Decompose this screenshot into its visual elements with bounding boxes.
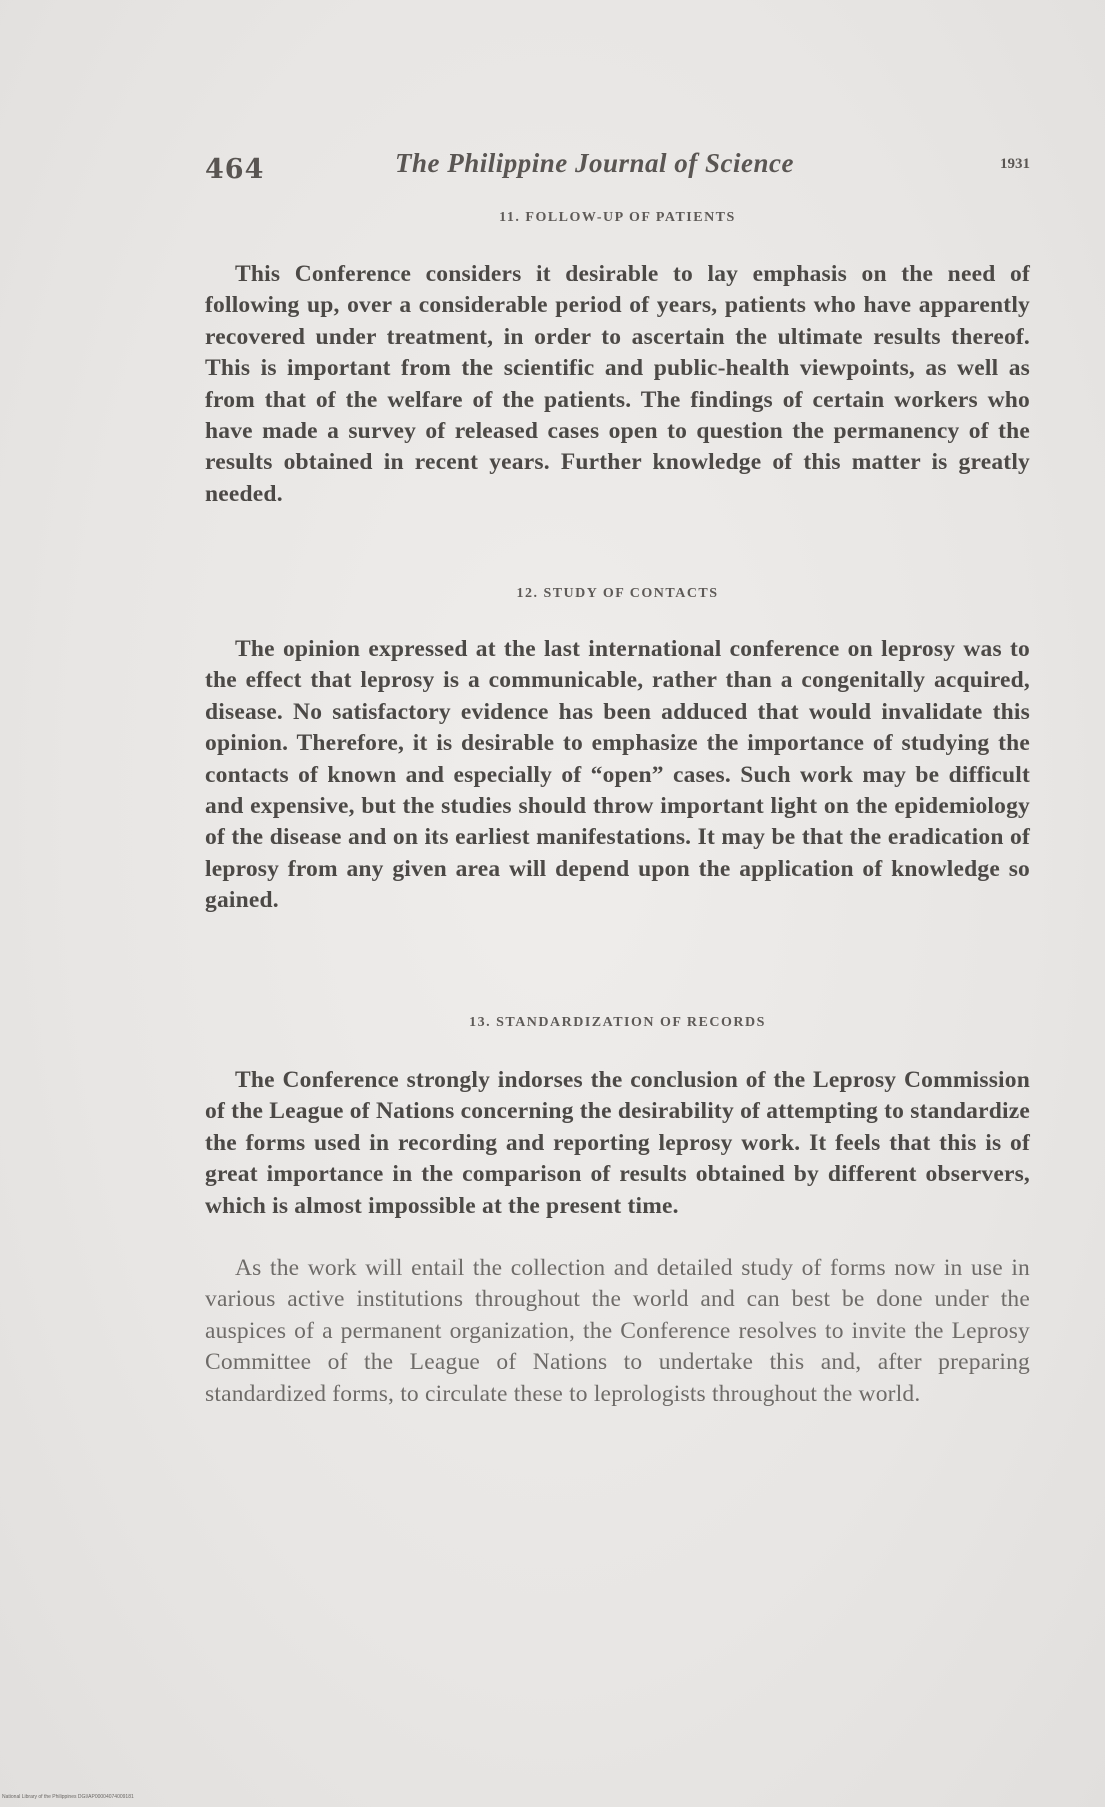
- section-heading-standardization: 13. STANDARDIZATION OF RECORDS: [469, 1015, 766, 1030]
- paragraph-follow-up: This Conference considers it desirable to lay emphasis on the need of following up, over a considerable period of years, patients who have apparently recovered under treatment, in order to ascertain the ultimate results thereof. This is important from the scientific and public-health viewpoints, as well as from that of the welfare of the patients. The findings of certain workers who have made a survey of released cases open to question the permanency of the results obtained in recent years. Further knowledge of this matter is greatly needed.: [205, 261, 1030, 507]
- section-heading-follow-up: 11. FOLLOW-UP OF PATIENTS: [499, 210, 736, 225]
- paragraph-standardization-1: The Conference strongly indorses the conclusion of the Leprosy Commission of the League of Nations concerning the desirability of attempting to standardize the forms used in recording and reporting leprosy work. It feels that this is of great importance in the comparison of results obtained by different observers, which is almost impossible at the present time.: [205, 1067, 1030, 1219]
- library-credit: National Library of the Philippines DGI/AP00004074009181: [2, 1794, 134, 1800]
- running-header: [205, 148, 1030, 190]
- page-number: 464: [205, 154, 265, 185]
- section-heading-study-of-contacts: 12. STUDY OF CONTACTS: [516, 586, 719, 601]
- paragraph-study-of-contacts: The opinion expressed at the last international conference on leprosy was to the effect that leprosy is a communicable, rather than a congenitally acquired, disease. No satisfactory evidence has been adduced that would invalidate this opinion. Therefore, it is desirable to emphasize the importance of studying the contacts of known and especially of “open” cases. Such work may be difficult and expensive, but the studies should throw important light on the epidemiology of the disease and on its earliest manifestations. It may be that the eradication of leprosy from any given area will depend upon the application of knowledge so gained.: [205, 636, 1030, 914]
- paragraph-standardization-2: As the work will entail the collection and detailed study of forms now in use in various active institutions throughout the world and can best be done under the auspices of a permanent organization, the Conference resolves to invite the Leprosy Committee of the League of Nations to undertake this and, after preparing standardized forms, to circulate these to leprologists throughout the world.: [205, 1255, 1030, 1407]
- publication-year: 1931: [1000, 156, 1030, 172]
- journal-title: The Philippine Journal of Science: [395, 148, 795, 178]
